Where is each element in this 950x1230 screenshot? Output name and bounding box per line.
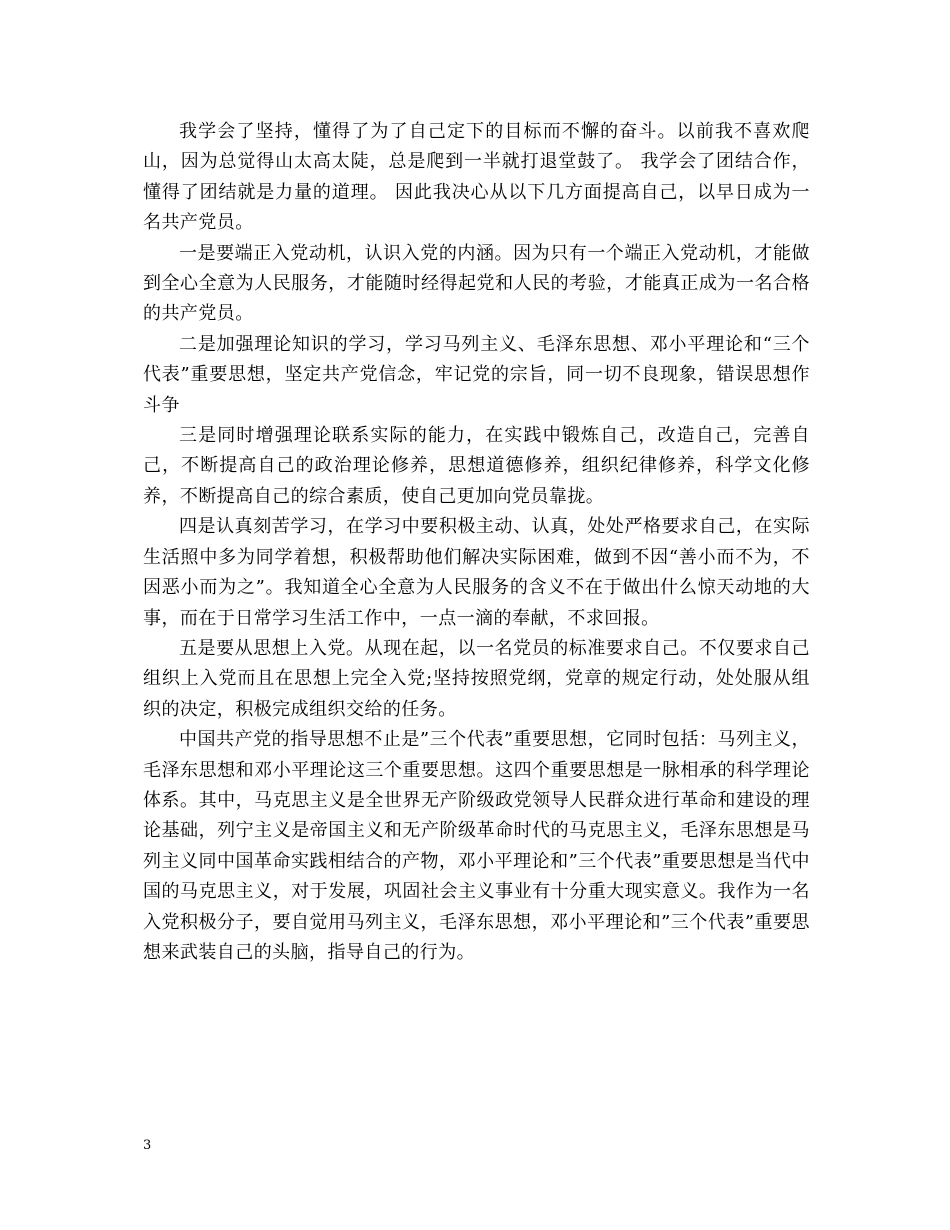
paragraph-7: 中国共产党的指导思想不止是”三个代表”重要思想，它同时包括：马列主义，毛泽东思想和邓小平理论这三个重要思想。这四个重要思想是一脉相承的科学理论体系。其中，马克思主义是全世界无产阶级政党领导人民群众进行革命和建设的理论基础，列宁主义是帝国主义和无产阶级革命时代的马克思主义，毛泽东思想是马列主义同中国革命实践相结合的产物，邓小平理论和”三个代表”重要思想是当代中国的马克思主义，对于发展，巩固社会主义事业有十分重大现实意义。我作为一名入党积极分子，要自觉用马列主义，毛泽东思想，邓小平理论和”三个代表”重要思想来武装自己的头脑，指导自己的行为。 (143, 729, 810, 963)
paragraph-3: 二是加强理论知识的学习，学习马列主义、毛泽东思想、邓小平理论和“三个代表”重要思想，坚定共产党信念，牢记党的宗旨，同一切不良现象，错误思想作斗争 (143, 333, 810, 416)
paragraph-1: 我学会了坚持，懂得了为了自己定下的目标而不懈的奋斗。以前我不喜欢爬山，因为总觉得山太高太陡，总是爬到一半就打退堂鼓了。 我学会了团结合作，懂得了团结就是力量的道理。 因此我决心从以下几方面提高自己，以早日成为一名共产党员。 (143, 121, 810, 234)
paragraph-4: 三是同时增强理论联系实际的能力，在实践中锻炼自己，改造自己，完善自己，不断提高自己的政治理论修养，思想道德修养，组织纪律修养，科学文化修养，不断提高自己的综合素质，使自己更加向党员靠拢。 (143, 425, 810, 507)
body-text (143, 117, 810, 968)
page-number: 3 (143, 1138, 152, 1153)
paragraph-2: 一是要端正入党动机，认识入党的内涵。因为只有一个端正入党动机，才能做到全心全意为人民服务，才能随时经得起党和人民的考验，才能真正成为一名合格的共产党员。 (143, 242, 810, 325)
paragraph-6: 五是要从思想上入党。从现在起，以一名党员的标准要求自己。不仅要求自己组织上入党而且在思想上完全入党;坚持按照党纲，党章的规定行动，处处服从组织的决定，积极完成组织交给的任务。 (143, 637, 810, 720)
paragraph-5: 四是认真刻苦学习，在学习中要积极主动、认真，处处严格要求自己，在实际生活照中多为同学着想，积极帮助他们解决实际困难，做到不因“善小而不为，不因恶小而为之”。我知道全心全意为人民服务的含义不在于做出什么惊天动地的大事，而在于日常学习生活工作中，一点一滴的奉献，不求回报。 (143, 516, 810, 629)
